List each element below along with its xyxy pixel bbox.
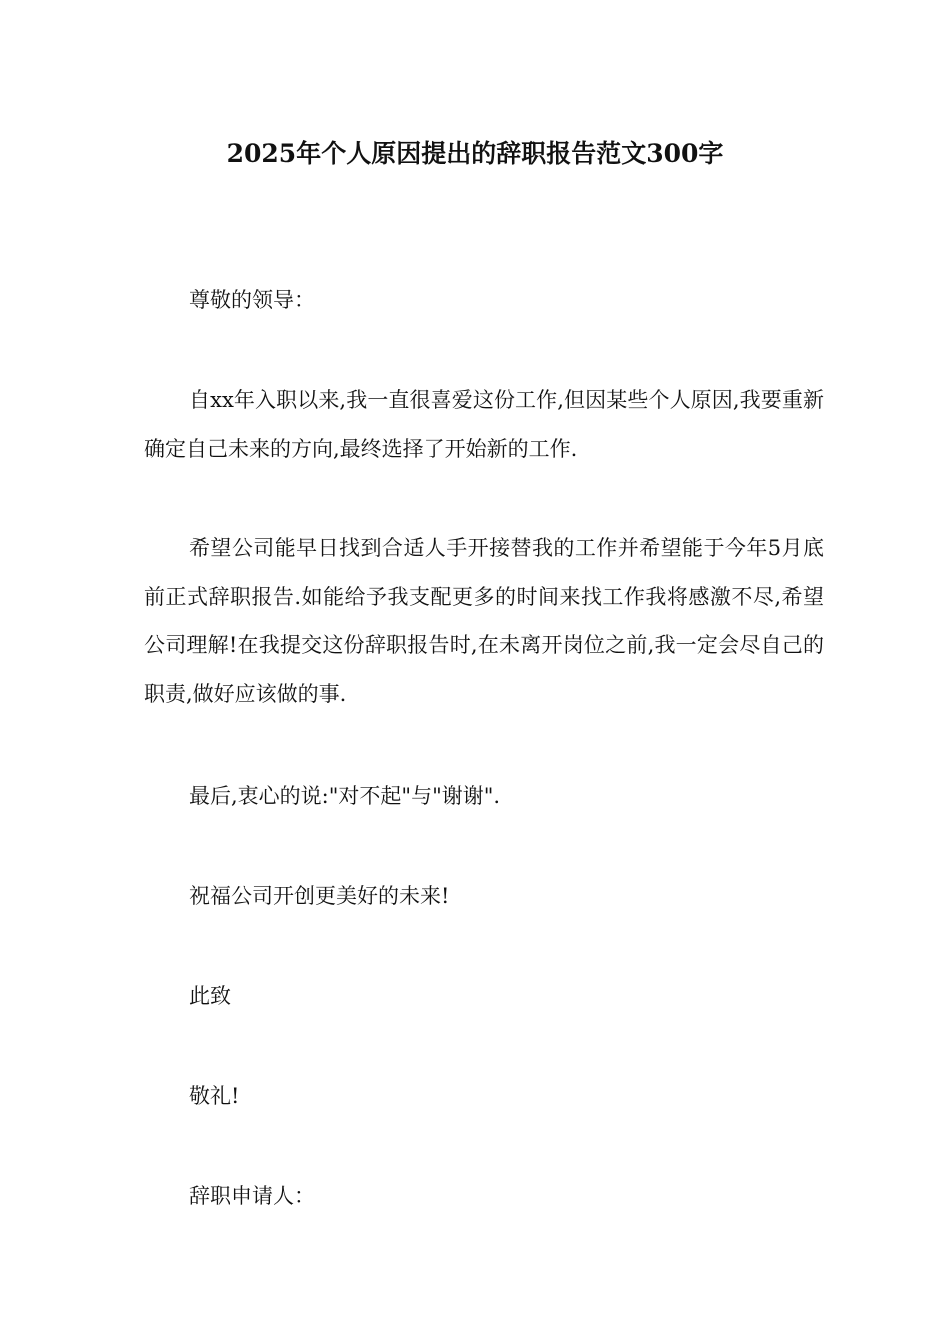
signature-label: 辞职申请人： bbox=[189, 1184, 315, 1208]
document-title: 2025年个人原因提出的辞职报告范文300字 bbox=[226, 139, 724, 168]
body-paragraph-handover: 希望公司能早日找到合适人手开接替我的工作并希望能于今年5月底前正式辞职报告.如能给予我支配更多的时间来找工作我将感激不尽,希望公司理解!在我提交这份辞职报告时,在未离开岗位之前,我一定会尽自己的职责,做好应该做的事. bbox=[144, 536, 824, 706]
closing-jingli: 敬礼! bbox=[189, 1084, 240, 1108]
body-paragraph-wishes: 祝福公司开创更美好的未来! bbox=[189, 884, 450, 908]
body-paragraph-reason: 自xx年入职以来,我一直很喜爱这份工作,但因某些个人原因,我要重新确定自己未来的方向,最终选择了开始新的工作. bbox=[144, 388, 824, 461]
closing-cizhi: 此致 bbox=[189, 984, 231, 1008]
body-paragraph-thanks: 最后,衷心的说:"对不起"与"谢谢". bbox=[189, 784, 501, 808]
salutation: 尊敬的领导： bbox=[189, 288, 315, 312]
